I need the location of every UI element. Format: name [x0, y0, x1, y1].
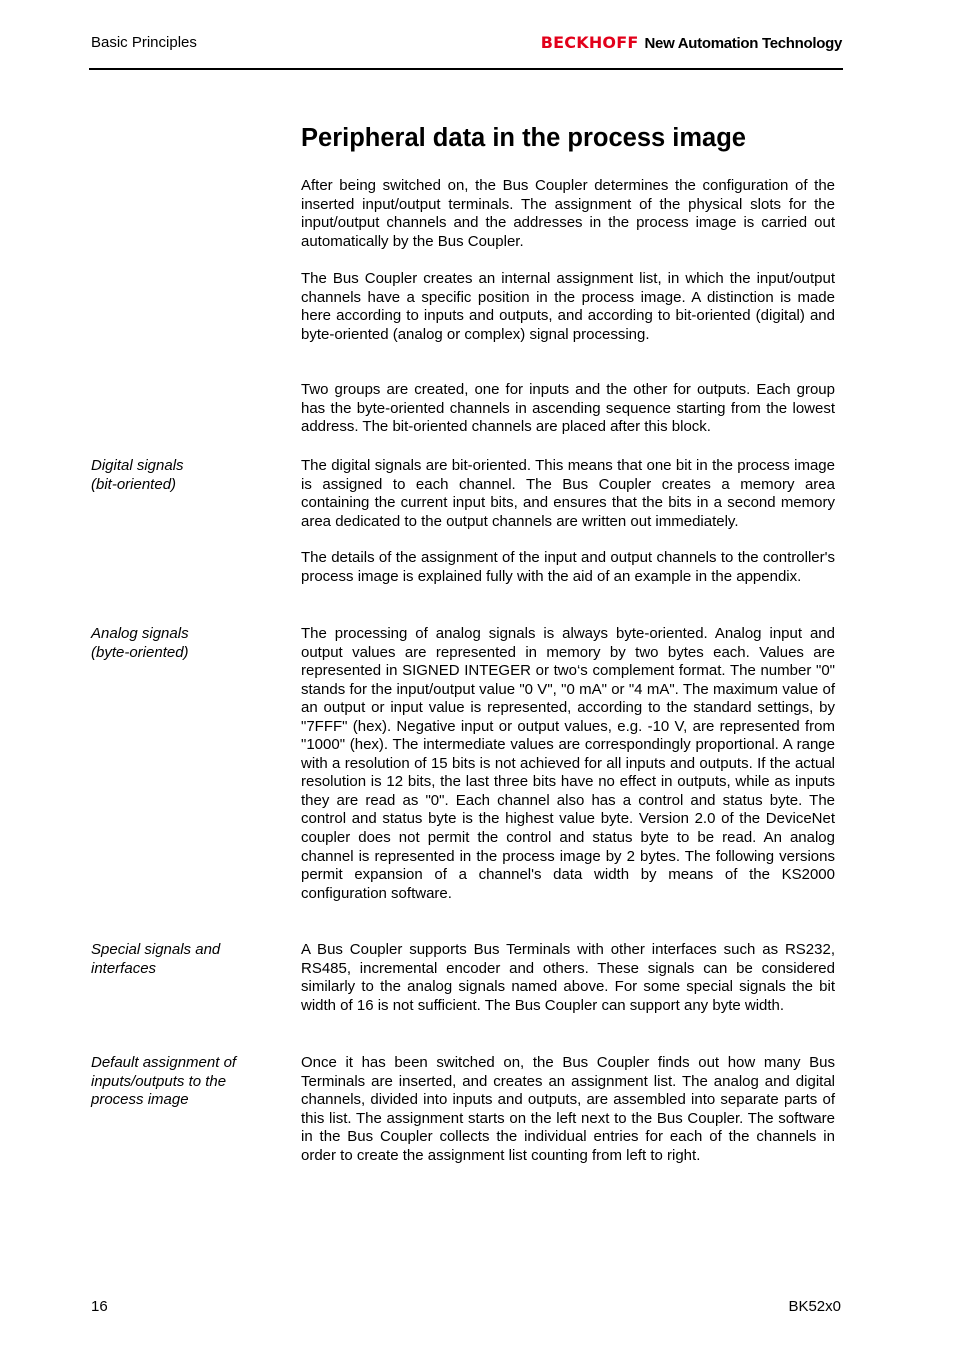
header-section-title: Basic Principles — [91, 34, 197, 51]
side-label-analog — [91, 625, 281, 662]
side-label-line: Analog signals — [91, 625, 189, 642]
side-label-default-assignment — [91, 1054, 281, 1110]
brand-tagline: New Automation Technology — [644, 35, 842, 52]
paragraph-digital-details: The details of the assignment of the input and output channels to the controller's process image is explained fully with the aid of an example in the appendix. — [301, 549, 835, 585]
paragraph-special-signals: A Bus Coupler supports Bus Terminals with other interfaces such as RS232, RS485, incremental encoder and others. These signals can be considered similarly to the analog signals named above. For some special signals the bit width of 16 is not sufficient. The Bus Coupler can support any byte width. — [301, 941, 835, 1014]
paragraph-digital-signals: The digital signals are bit-oriented. This means that one bit in the process image is assigned to each channel. The Bus Coupler creates a memory area containing the current input bits, and ensures that the bits in a second memory area dedicated to the output channels are written out immediately. — [301, 457, 835, 530]
side-label-special — [91, 941, 281, 978]
side-label-line: (byte-oriented) — [91, 643, 189, 661]
side-label-line: Default assignment of — [91, 1054, 237, 1071]
page-title: Peripheral data in the process image — [301, 124, 746, 152]
beckhoff-logo: BECKHOFF — [540, 33, 639, 52]
page-number: 16 — [91, 1298, 108, 1315]
paragraph-assignment-list: The Bus Coupler creates an internal assignment list, in which the input/output channels have a specific position in the process image. A distinction is made here according to inputs and outputs, and according to bit-oriented (digital) and byte-oriented (analog or complex) signal processing. — [301, 270, 835, 343]
document-id: BK52x0 — [788, 1298, 841, 1315]
side-label-line: (bit-oriented) — [91, 475, 177, 493]
paragraph-groups: Two groups are created, one for inputs and the other for outputs. Each group has the byte-oriented channels in ascending sequence starting from the lowest address. The bit-oriented channels are placed after this block. — [301, 381, 835, 436]
side-label-line: inputs/outputs to the — [91, 1072, 227, 1090]
side-label-line: Digital signals — [91, 457, 184, 474]
side-label-line: process image — [91, 1091, 189, 1109]
brand-logo-block — [541, 33, 842, 53]
side-label-line: Special signals and — [91, 941, 221, 958]
paragraph-intro: After being switched on, the Bus Coupler determines the configuration of the inserted input/output terminals. The assignment of the physical slots for the input/output channels and the addresses in the process image is carried out automatically by the Bus Coupler. — [301, 177, 835, 250]
side-label-digital — [91, 457, 281, 494]
header-rule — [89, 68, 843, 70]
paragraph-default-assignment: Once it has been switched on, the Bus Coupler finds out how many Bus Terminals are inserted, and creates an assignment list. The analog and digital channels, divided into inputs and outputs, are assembled into separate parts of this list. The assignment starts on the left next to the Bus Coupler. The software in the Bus Coupler collects the individual entries for each of the channels in order to create the assignment list counting from left to right. — [301, 1054, 835, 1164]
paragraph-analog-signals: The processing of analog signals is always byte-oriented. Analog input and output values are represented in memory by two bytes each. Values are represented in SIGNED INTEGER or two‘s complement format. The number "0" stands for the input/output value "0 V", "0 mA" or "4 mA". The maximum value of an output or input value is represented, according to the standard settings, by "7FFF" (hex). Negative input or output values, e.g. -10 V, are represented from "1000" (hex). The intermediate values are correspondingly proportional. A range with a resolution of 15 bits is not achieved for all inputs and outputs. If the actual resolution is 12 bits, the last three bits have no effect in outputs, while as inputs they are read as "0". Each channel also has a control and status byte. The control and status byte is the highest value byte. Version 2.0 of the DeviceNet coupler does not permit the control and status byte to be read. An analog channel is represented in the process image by 2 bytes. The following versions permit expansion of a channel's data width by means of the KS2000 configuration software. — [301, 625, 835, 902]
side-label-line: interfaces — [91, 959, 157, 977]
